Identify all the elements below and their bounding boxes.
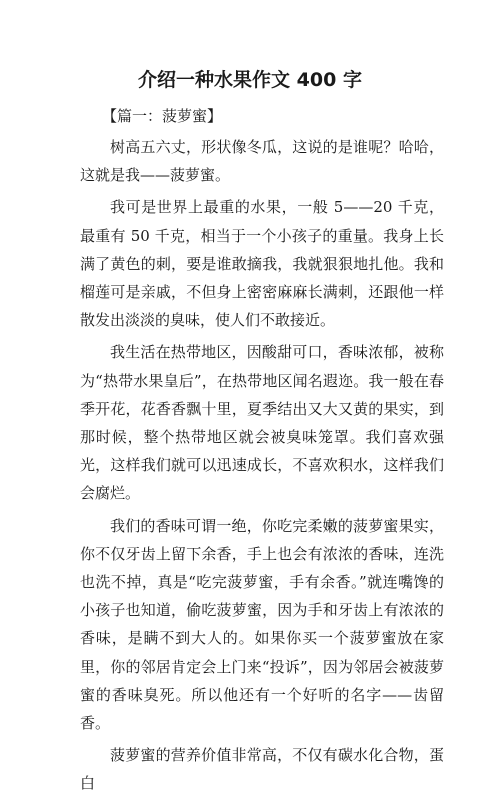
document-title: 介绍一种水果作文 400 字 [138, 69, 362, 91]
paragraph-5: 菠萝蜜的营养价值非常高，不仅有碳水化合物，蛋白 [80, 746, 444, 793]
paragraph-4: 我们的香味可谓一绝，你吃完柔嫩的菠萝蜜果实，你不仅牙齿上留下余香，手上也会有浓浓的香味，连洗也洗不掉，真是“吃完菠萝蜜，手有余香。”就连嘴馋的小孩子也知道，偷吃菠萝蜜，因为手和牙齿上有浓浓的香味，是瞒不到大人的。如果你买一个菠萝蜜放在家里，你的邻居肯定会上门来“投诉”，因为邻居会被菠萝蜜的香味臭死。所以他还有一个好听的名字——齿留香。 [80, 516, 444, 733]
paragraph-2: 我可是世界上最重的水果，一般 5——20 千克，最重有 50 千克，相当于一个小孩子的重量。我身上长满了黄色的刺，要是谁敢摘我，我就狠狠地扎他。我和榴莲可是亲戚，不但身上密密麻麻长满刺，还跟他一样散发出淡淡的臭味，使人们不敢接近。 [80, 198, 444, 330]
paragraph-1: 树高五六丈，形状像冬瓜，这说的是谁呢？哈哈，这就是我——菠萝蜜。 [80, 138, 444, 185]
section-label: 【篇一：菠萝蜜】 [102, 107, 223, 125]
paragraph-3: 我生活在热带地区，因酸甜可口，香味浓郁，被称为“热带水果皇后”，在热带地区闻名遐迩。我一般在春季开花，花香香飘十里，夏季结出又大又黄的果实，到那时候，整个热带地区就会被臭味笼罩。我们喜欢强光，这样我们就可以迅速成长，不喜欢积水，这样我们会腐烂。 [80, 343, 444, 503]
